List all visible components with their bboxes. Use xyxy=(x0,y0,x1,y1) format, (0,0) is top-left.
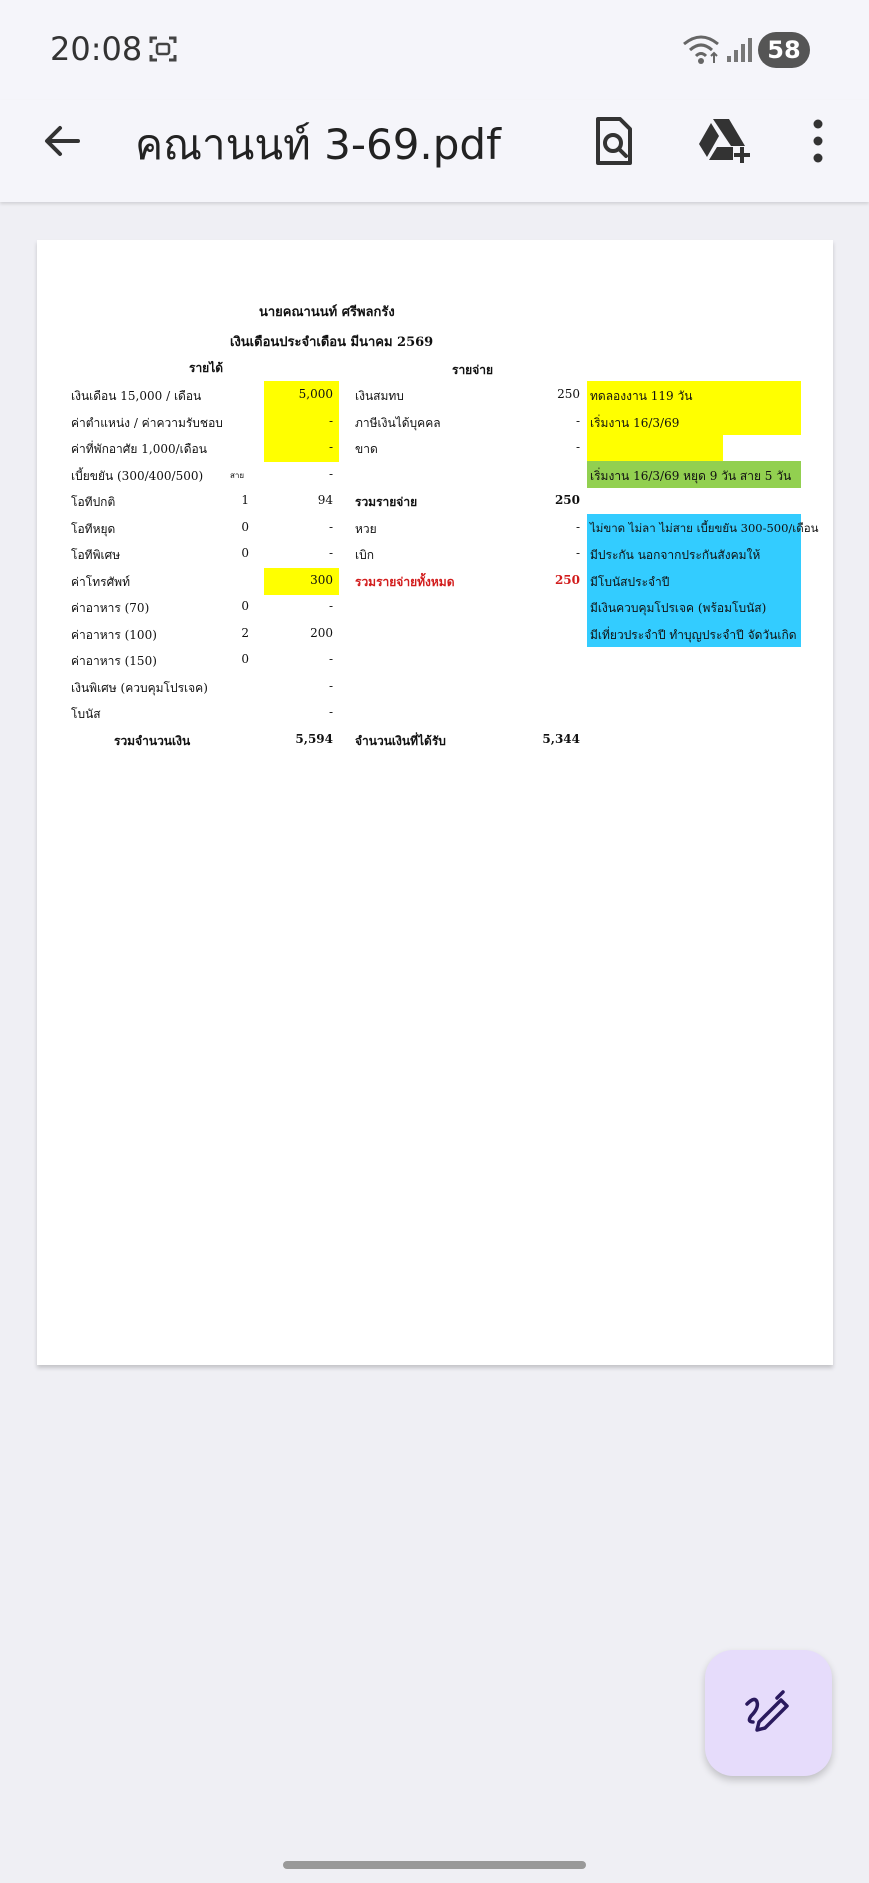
income-amount: - xyxy=(328,652,333,666)
note-benefit: มีโบนัสประจำปี xyxy=(590,575,670,589)
income-amount: - xyxy=(328,467,333,481)
income-label: โอทีหยุด xyxy=(71,522,116,536)
note-attendance: เริ่มงาน 16/3/69 หยุด 9 วัน สาย 5 วัน xyxy=(590,469,792,483)
income-amount: 5,000 xyxy=(298,387,333,401)
note-trial: ทดลองงาน 119 วัน xyxy=(590,389,693,403)
income-qty: สาย xyxy=(230,471,245,480)
battery-indicator: 58 xyxy=(758,32,810,68)
salary-period: เงินเดือนประจำเดือน มีนาคม 2569 xyxy=(230,335,434,350)
grand-total-expense-amount: 250 xyxy=(554,573,580,587)
net-pay-amount: 5,344 xyxy=(542,732,580,746)
more-vert-icon[interactable] xyxy=(808,118,828,164)
expense-label: หวย xyxy=(355,522,377,536)
income-amount: - xyxy=(328,520,333,534)
income-amount: - xyxy=(328,414,333,428)
income-qty: 0 xyxy=(241,599,249,613)
expense-amount: - xyxy=(575,520,580,534)
search-document-icon[interactable] xyxy=(590,116,638,166)
income-label: โอทีปกติ xyxy=(71,495,116,509)
income-amount: 200 xyxy=(310,626,333,640)
employee-name: นายคณานนท์ ศรีพลกรัง xyxy=(259,305,395,320)
google-drive-add-icon[interactable] xyxy=(695,116,751,166)
expense-label: เบิก xyxy=(355,548,374,562)
income-amount: - xyxy=(328,679,333,693)
income-qty: 2 xyxy=(241,626,249,640)
document-title: คณานนท์ 3-69.pdf xyxy=(135,120,501,169)
income-label: เบี้ยขยัน (300/400/500) xyxy=(71,469,204,483)
income-label: เงินพิเศษ (ควบคุมโปรเจค) xyxy=(71,681,208,695)
wifi-icon xyxy=(682,33,720,65)
income-label: ค่าตำแหน่ง / ค่าความรับชอบ xyxy=(71,416,223,430)
total-expense-label: รวมรายจ่าย xyxy=(355,495,418,509)
grand-total-expense-label: รวมรายจ่ายทั้งหมด xyxy=(355,575,455,589)
note-benefit: มีประกัน นอกจากประกันสังคมให้ xyxy=(590,548,761,562)
status-time: 20:08 xyxy=(50,30,143,68)
screenshot-icon xyxy=(148,34,178,64)
pen-edit-icon xyxy=(743,1686,795,1738)
expense-label: ภาษีเงินได้บุคคล xyxy=(355,416,441,430)
net-pay-label: จำนวนเงินที่ได้รับ xyxy=(355,734,446,748)
income-amount: - xyxy=(328,705,333,719)
income-amount: 94 xyxy=(317,493,333,507)
signal-icon xyxy=(725,36,753,64)
expense-label: ขาด xyxy=(355,442,378,456)
total-income-label: รวมจำนวนเงิน xyxy=(114,734,191,748)
income-qty: 1 xyxy=(241,493,249,507)
expense-header: รายจ่าย xyxy=(452,363,494,377)
note-benefit: ไม่ขาด ไม่ลา ไม่สาย เบี้ยขยัน 300-500/เดือน xyxy=(590,521,819,535)
income-label: โบนัส xyxy=(71,707,101,721)
pdf-page xyxy=(37,240,833,1365)
highlight-note-blank xyxy=(587,435,723,462)
income-label: เงินเดือน 15,000 / เดือน xyxy=(71,389,202,403)
total-expense-amount: 250 xyxy=(554,493,580,507)
expense-amount: 250 xyxy=(557,387,580,401)
expense-amount: - xyxy=(575,546,580,560)
expense-amount: - xyxy=(575,414,580,428)
income-label: ค่าที่พักอาศัย 1,000/เดือน xyxy=(71,442,207,456)
income-amount: 300 xyxy=(310,573,333,587)
income-header: รายได้ xyxy=(189,361,224,375)
income-label: ค่าอาหาร (100) xyxy=(71,628,157,642)
arrow-back-icon[interactable] xyxy=(38,117,86,165)
income-qty: 0 xyxy=(241,546,249,560)
note-benefit: มีเงินควบคุมโปรเจค (พร้อมโบนัส) xyxy=(590,601,767,615)
expense-label: เงินสมทบ xyxy=(355,389,404,403)
income-label: ค่าอาหาร (150) xyxy=(71,654,157,668)
income-qty: 0 xyxy=(241,520,249,534)
income-amount: - xyxy=(328,599,333,613)
income-label: ค่าอาหาร (70) xyxy=(71,601,150,615)
edit-fab-button[interactable] xyxy=(705,1650,832,1776)
home-indicator[interactable] xyxy=(283,1861,586,1869)
income-amount: - xyxy=(328,440,333,454)
expense-amount: - xyxy=(575,440,580,454)
total-income-amount: 5,594 xyxy=(295,732,333,746)
income-qty: 0 xyxy=(241,652,249,666)
income-label: โอทีพิเศษ xyxy=(71,548,121,562)
income-label: ค่าโทรศัพท์ xyxy=(71,575,131,589)
income-amount: - xyxy=(328,546,333,560)
note-benefit: มีเที่ยวประจำปี ทำบุญประจำปี จัดวันเกิด xyxy=(590,628,797,642)
note-start: เริ่มงาน 16/3/69 xyxy=(590,416,680,430)
